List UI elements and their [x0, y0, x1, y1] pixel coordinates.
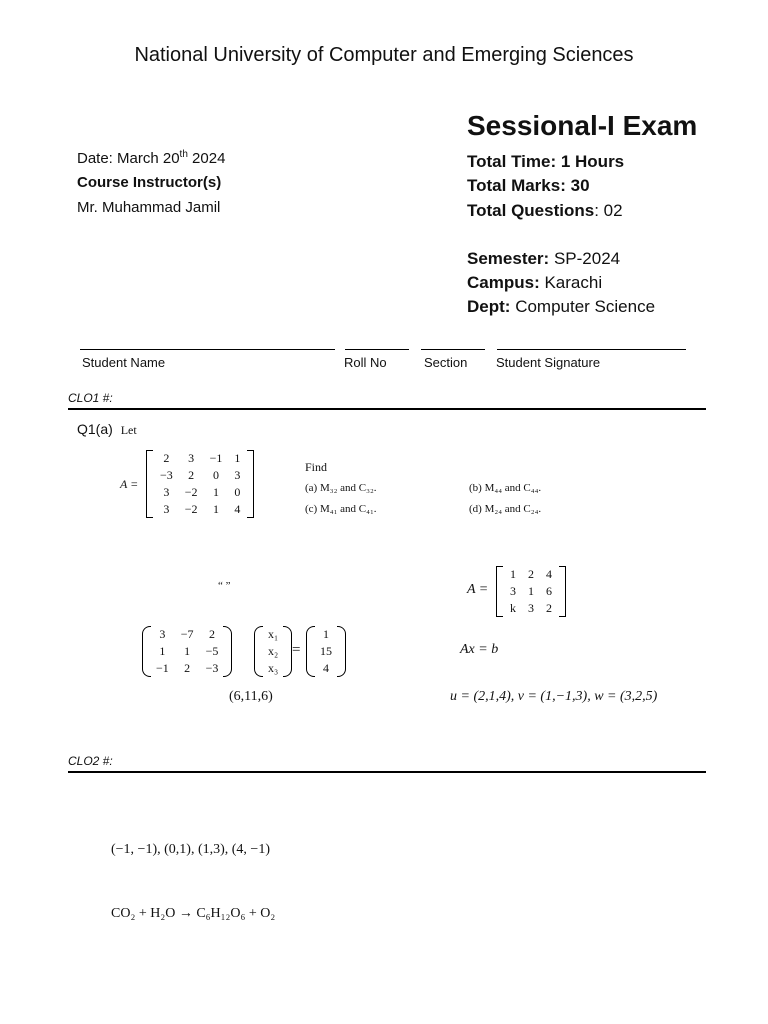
matrix-cell: 3: [188, 451, 195, 465]
matrix-b: [496, 566, 566, 617]
signature-line: [497, 349, 686, 350]
matrix-cell: 3: [234, 468, 241, 482]
student-name-label: Student Name: [82, 355, 166, 370]
matrix-a-label: A =: [120, 477, 139, 491]
total-questions: Total Questions: 02: [467, 201, 623, 220]
matrix-cell: 1: [212, 502, 219, 516]
matrix-cell: 4: [234, 502, 241, 516]
university-name: National University of Computer and Emerging Sciences: [134, 44, 634, 66]
matrix-cell: −2: [184, 502, 198, 516]
exam-date: Date: March 20th 2024: [77, 149, 226, 167]
matrix-row: [154, 467, 246, 484]
matrix-cell: 1: [184, 644, 191, 658]
matrix-cell: 15: [320, 644, 332, 658]
matrix-row: [262, 626, 284, 643]
matrix-cell: −1: [209, 451, 223, 465]
matrix-row: [150, 643, 224, 660]
matrix-cell: 3: [163, 485, 170, 499]
exam-title: Sessional-I Exam: [467, 110, 698, 141]
matrix-cell: −2: [184, 485, 198, 499]
total-marks: Total Marks: 30: [467, 176, 590, 195]
variable-vector: [254, 626, 292, 677]
roll-no-line: [345, 349, 409, 350]
matrix-row: [150, 626, 224, 643]
matrix-cell: 3: [528, 601, 534, 615]
matrix-cell: −3: [205, 661, 219, 675]
matrix-cell: 1: [159, 644, 166, 658]
matrix-cell: 3: [163, 502, 170, 516]
clo1-label: CLO1 #:: [68, 391, 113, 405]
q1-heading: Q1(a) Let: [77, 421, 137, 437]
vector-611: (6,11,6): [229, 689, 273, 704]
department: Dept: Computer Science: [467, 297, 656, 316]
student-name-line: [80, 349, 335, 350]
clo1-rule: [68, 408, 706, 410]
matrix-cell: 6: [546, 584, 552, 598]
signature-label: Student Signature: [496, 355, 601, 370]
part-a: (a) M₃₂ and C₃₂.: [305, 482, 377, 494]
matrix-row: [262, 643, 284, 660]
matrix-cell: k: [510, 601, 516, 615]
matrix-cell: −3: [160, 468, 173, 482]
section-label: Section: [424, 355, 468, 370]
campus: Campus: Karachi: [467, 273, 603, 292]
matrix-cell: 4: [323, 661, 329, 675]
matrix-row: [314, 660, 338, 677]
matrix-cell: 1: [212, 485, 219, 499]
semester: Semester: SP-2024: [467, 249, 621, 268]
matrix-cell: x₂: [268, 644, 279, 658]
section-line: [421, 349, 485, 350]
matrix-row: [314, 643, 338, 660]
points-list: (−1, −1), (0,1), (1,3), (4, −1): [111, 842, 270, 857]
part-d: (d) M₂₄ and C₂₄.: [469, 503, 542, 515]
matrix-row: [504, 583, 558, 600]
matrix-cell: 1: [323, 627, 329, 641]
ax-equals-b: Ax = b: [460, 642, 499, 657]
matrix-cell: 4: [546, 567, 552, 581]
matrix-cell: 1: [528, 584, 534, 598]
rhs-vector: [306, 626, 346, 677]
matrix-cell: 1: [234, 451, 241, 465]
matrix-cell: x₁: [268, 627, 279, 641]
matrix-row: [154, 501, 246, 518]
matrix-row: [154, 450, 246, 467]
matrix-cell: 1: [510, 567, 516, 581]
matrix-cell: 2: [163, 451, 170, 465]
matrix-row: [504, 566, 558, 583]
matrix-b-label: A =: [467, 582, 489, 597]
part-c: (c) M₄₁ and C₄₁.: [305, 503, 377, 515]
roll-no-label: Roll No: [344, 355, 387, 370]
matrix-row: [150, 660, 224, 677]
equals-sign: =: [292, 642, 301, 658]
chemical-reaction: CO₂ + H₂O → C₆H₁₂O₆ + O₂: [111, 906, 276, 921]
part-b: (b) M₄₄ and C₄₄.: [469, 482, 542, 494]
matrix-cell: −1: [156, 661, 169, 675]
matrix-cell: 3: [510, 584, 516, 598]
matrix-cell: 2: [528, 567, 534, 581]
matrix-row: [504, 600, 558, 617]
matrix-cell: x₃: [268, 661, 279, 675]
matrix-cell: 0: [212, 468, 219, 482]
matrix-cell: −7: [180, 627, 194, 641]
matrix-row: [314, 626, 338, 643]
instructor-name: Mr. Muhammad Jamil: [77, 199, 221, 216]
matrix-cell: 0: [234, 485, 241, 499]
quote-marks: “ ”: [218, 580, 231, 592]
coefficient-matrix: [142, 626, 232, 677]
instructor-label: Course Instructor(s): [77, 174, 222, 191]
matrix-cell: −5: [205, 644, 219, 658]
matrix-row: [154, 484, 246, 501]
matrix-cell: 3: [159, 627, 166, 641]
vectors-uvw: u = (2,1,4), v = (1,−1,3), w = (3,2,5): [450, 689, 658, 704]
matrix-a: [146, 450, 254, 518]
total-time: Total Time: 1 Hours: [467, 152, 625, 171]
matrix-cell: 2: [184, 661, 191, 675]
clo2-rule: [68, 771, 706, 773]
matrix-cell: 2: [188, 468, 195, 482]
matrix-cell: 2: [546, 601, 552, 615]
matrix-row: [262, 660, 284, 677]
matrix-cell: 2: [208, 627, 215, 641]
find-label: Find: [305, 460, 328, 474]
clo2-label: CLO2 #:: [68, 754, 113, 768]
